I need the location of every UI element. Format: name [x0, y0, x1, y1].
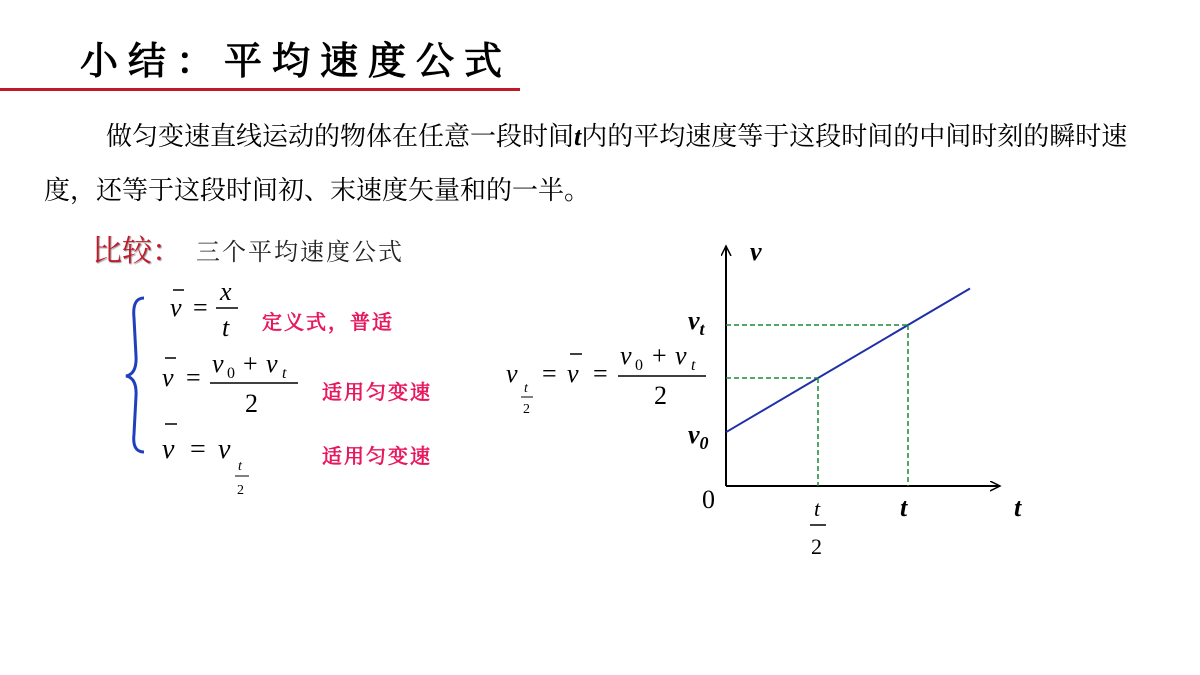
- comparison-label: 比较：: [92, 234, 182, 269]
- y-axis-label: v: [750, 237, 762, 266]
- f2-two: 2: [245, 389, 258, 418]
- f4-sub-t: t: [524, 381, 528, 396]
- series-line: [726, 288, 970, 432]
- y-tick-vt: $v_t$: [688, 306, 705, 339]
- formula-definition: [170, 277, 238, 342]
- summary-text-after: 内的平均速度等于这段时间的中间时刻的瞬时速度，还等于这段时间初、末速度矢量和的一半。: [44, 122, 1128, 206]
- page-title: 小结：平均速度公式: [80, 38, 513, 83]
- summary-t-symbol: t: [574, 122, 582, 151]
- x-tick-half-two: 2: [811, 534, 822, 559]
- f2-plus: +: [243, 349, 258, 378]
- f2-eq: =: [186, 363, 201, 392]
- f1-eq: =: [193, 293, 208, 322]
- f4-v: v: [567, 359, 579, 388]
- f4-plus: +: [652, 341, 667, 370]
- f3-sub-2: 2: [237, 483, 244, 498]
- f4-vt: v: [675, 341, 687, 370]
- f4-two: 2: [654, 381, 667, 410]
- formula-area: [0, 0, 720, 560]
- formula-note-uniform-2: 适用匀变速: [322, 444, 432, 468]
- velocity-time-chart: [660, 230, 1060, 570]
- f4-eq2: =: [593, 359, 608, 388]
- f3-vmid: v: [218, 434, 231, 465]
- f2-v0: v: [212, 349, 224, 378]
- f2-v0-sub: 0: [227, 365, 235, 382]
- formula-midtime: [162, 424, 249, 498]
- y-tick-v0: $v_0$: [688, 420, 709, 453]
- f3-eq: =: [190, 434, 206, 465]
- x-tick-t: t: [900, 493, 908, 522]
- f4-vt-sub: t: [691, 357, 696, 374]
- f4-eq1: =: [542, 359, 557, 388]
- f4-v0-sub: 0: [635, 357, 643, 374]
- f1-v: v: [170, 293, 182, 322]
- f1-t: t: [222, 313, 230, 342]
- f3-sub-t: t: [238, 459, 242, 474]
- f2-vt: v: [266, 349, 278, 378]
- f1-x: x: [220, 277, 232, 306]
- origin-label: 0: [702, 485, 715, 514]
- formula-note-uniform-1: 适用匀变速: [322, 380, 432, 404]
- formula-average-endpoints: [162, 349, 298, 418]
- f4-sub-2: 2: [523, 402, 530, 417]
- x-axis-label: t: [1014, 493, 1022, 522]
- summary-text-before: 做匀变速直线运动的物体在任意一段时间: [106, 122, 575, 152]
- f2-v: v: [162, 363, 174, 392]
- x-tick-half-t: t: [814, 496, 821, 521]
- f4-v0: v: [620, 341, 632, 370]
- f3-v: v: [162, 434, 175, 465]
- f2-vt-sub: t: [282, 365, 287, 382]
- left-brace: [126, 298, 144, 452]
- formula-note-definition: 定义式，普适: [262, 310, 394, 334]
- comparison-description: 三个平均速度公式: [196, 238, 404, 266]
- f4-vmid: v: [506, 359, 518, 388]
